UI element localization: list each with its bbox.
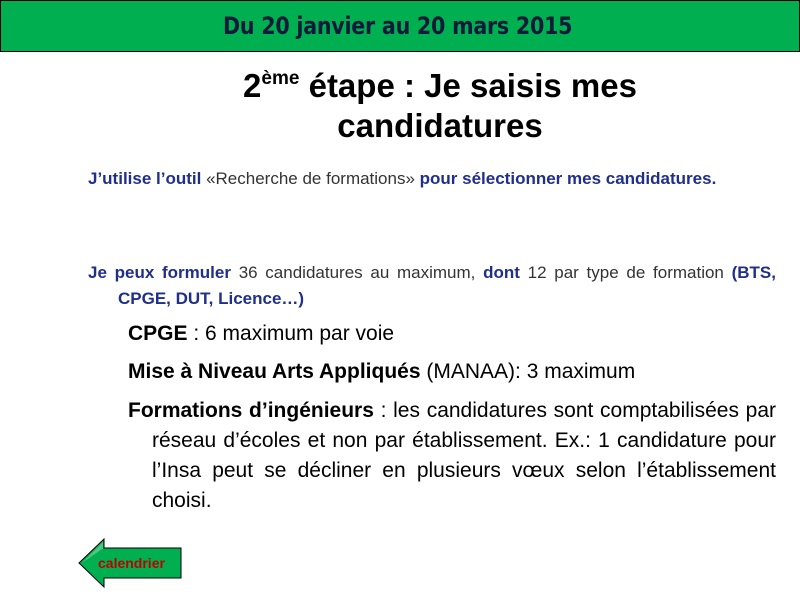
title-rest: étape : Je saisis mes candidatures — [299, 67, 637, 144]
list-item-engineering-bold: Formations d’ingénieurs — [128, 399, 374, 422]
calendar-back-button[interactable] — [78, 537, 184, 589]
list-item-cpge — [128, 319, 776, 349]
paragraph-limits-part3: dont — [475, 263, 528, 282]
paragraph-limits-part2: 36 candidatures au maximum, — [238, 263, 476, 282]
paragraph-limits-part5: (BTS, CPGE, DUT, Licence…) — [118, 263, 776, 308]
slide-title — [160, 66, 720, 146]
paragraph-tool — [88, 166, 776, 192]
date-banner-text: Du 20 janvier au 20 mars 2015 — [223, 12, 573, 40]
list-item-manaa-text: (MANAA): 3 maximum — [420, 360, 636, 383]
list-item-engineering-text: : les candidatures sont comptabilisées par réseau d’écoles et non par établissement. Ex.: 1 candidature pour l’Insa peut se décliner en plusieurs vœux selon l’établissement choisi. — [152, 399, 776, 512]
date-banner — [0, 0, 800, 52]
paragraph-limits — [88, 260, 776, 312]
paragraph-tool-part1: J’utilise l’outil — [88, 169, 207, 188]
list-item-cpge-text: : 6 maximum par voie — [187, 322, 395, 345]
list-item-engineering — [128, 396, 776, 516]
calendar-label: calendrier — [98, 555, 165, 571]
paragraph-tool-part3: pour sélectionner mes candidatures. — [414, 169, 717, 188]
title-superscript: ème — [261, 68, 300, 89]
list-item-manaa — [128, 357, 776, 387]
paragraph-tool-part2: «Recherche de formations» — [206, 169, 415, 188]
paragraph-limits-part1: Je peux formuler — [88, 263, 239, 282]
list-item-manaa-bold: Mise à Niveau Arts Appliqués — [128, 360, 421, 383]
paragraph-limits-part4: 12 par type de formation — [527, 263, 724, 282]
list-item-cpge-bold: CPGE — [128, 322, 188, 345]
title-prefix: 2 — [243, 67, 262, 104]
